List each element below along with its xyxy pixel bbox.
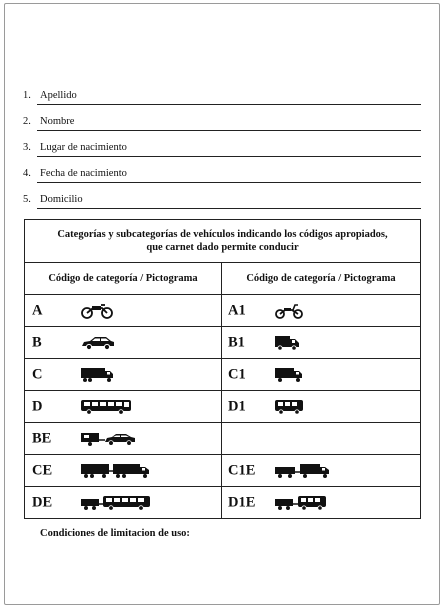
minibus-trailer-icon: [274, 495, 328, 511]
category-cell-ce: [25, 455, 222, 487]
field-apellido[interactable]: [23, 90, 421, 116]
field-number: 4.: [23, 168, 31, 179]
truck-icon: [80, 367, 114, 383]
car-trailer-icon: [80, 431, 140, 447]
category-code: DE: [32, 494, 53, 510]
small-van-icon: [274, 335, 300, 351]
truck-trailer-icon: [80, 463, 152, 479]
car-icon: [80, 336, 116, 350]
field-underline: [37, 208, 421, 209]
category-cell-a1: [222, 295, 421, 327]
category-code: B: [32, 334, 42, 350]
field-nombre[interactable]: [23, 116, 421, 142]
table-row: [25, 327, 421, 359]
table-row: [25, 423, 421, 455]
category-cell-be: [25, 423, 222, 455]
field-domicilio[interactable]: [23, 194, 421, 220]
column-header-left: Código de categoría / Pictograma: [25, 263, 222, 295]
usage-conditions-label: Condiciones de limitacion de uso:: [40, 528, 190, 539]
minibus-icon: [274, 399, 304, 415]
category-cell-c1e: [222, 455, 421, 487]
field-label: Lugar de nacimiento: [40, 142, 127, 153]
category-code: C1E: [228, 462, 256, 478]
category-code: B1: [228, 334, 245, 350]
category-cell-c: [25, 359, 222, 391]
category-cell-d: [25, 391, 222, 423]
field-number: 2.: [23, 116, 31, 127]
table-row: [25, 455, 421, 487]
category-cell-de: [25, 487, 222, 519]
field-label: Apellido: [40, 90, 77, 101]
category-code: D1: [228, 398, 246, 414]
category-cell-a: [25, 295, 222, 327]
category-cell-empty: [222, 423, 421, 455]
field-number: 1.: [23, 90, 31, 101]
field-number: 3.: [23, 142, 31, 153]
field-underline: [37, 156, 421, 157]
table-row: [25, 391, 421, 423]
field-number: 5.: [23, 194, 31, 205]
category-code: C1: [228, 366, 246, 382]
category-cell-b: [25, 327, 222, 359]
table-title-line-2: que carnet dado permite conducir: [146, 242, 299, 253]
category-code: A1: [228, 302, 246, 318]
field-underline: [37, 182, 421, 183]
table-title-line-1: Categorías y subcategorías de vehículos indicando los códigos apropiados,: [57, 229, 388, 240]
field-lugar-nacimiento[interactable]: [23, 142, 421, 168]
table-title: [25, 220, 421, 263]
category-cell-d1e: [222, 487, 421, 519]
category-code: D: [32, 398, 43, 414]
light-truck-trailer-icon: [274, 463, 332, 479]
category-code: D1E: [228, 494, 256, 510]
category-cell-d1: [222, 391, 421, 423]
moped-icon: [274, 303, 304, 319]
category-code: C: [32, 366, 43, 382]
field-underline: [37, 130, 421, 131]
personal-data-fields: [23, 90, 421, 220]
category-code: BE: [32, 430, 52, 446]
table-row: [25, 295, 421, 327]
category-cell-b1: [222, 327, 421, 359]
motorcycle-icon: [80, 303, 114, 319]
light-truck-icon: [274, 367, 304, 383]
category-code: CE: [32, 462, 53, 478]
field-fecha-nacimiento[interactable]: [23, 168, 421, 194]
table-row: [25, 359, 421, 391]
bus-trailer-icon: [80, 495, 152, 511]
category-code: A: [32, 302, 43, 318]
vehicle-categories-table: [24, 219, 421, 519]
category-cell-c1: [222, 359, 421, 391]
field-label: Nombre: [40, 116, 75, 127]
field-underline: [37, 104, 421, 105]
field-label: Domicilio: [40, 194, 83, 205]
column-header-right: Código de categoría / Pictograma: [222, 263, 421, 295]
field-label: Fecha de nacimiento: [40, 168, 127, 179]
bus-icon: [80, 399, 132, 415]
table-row: [25, 487, 421, 519]
